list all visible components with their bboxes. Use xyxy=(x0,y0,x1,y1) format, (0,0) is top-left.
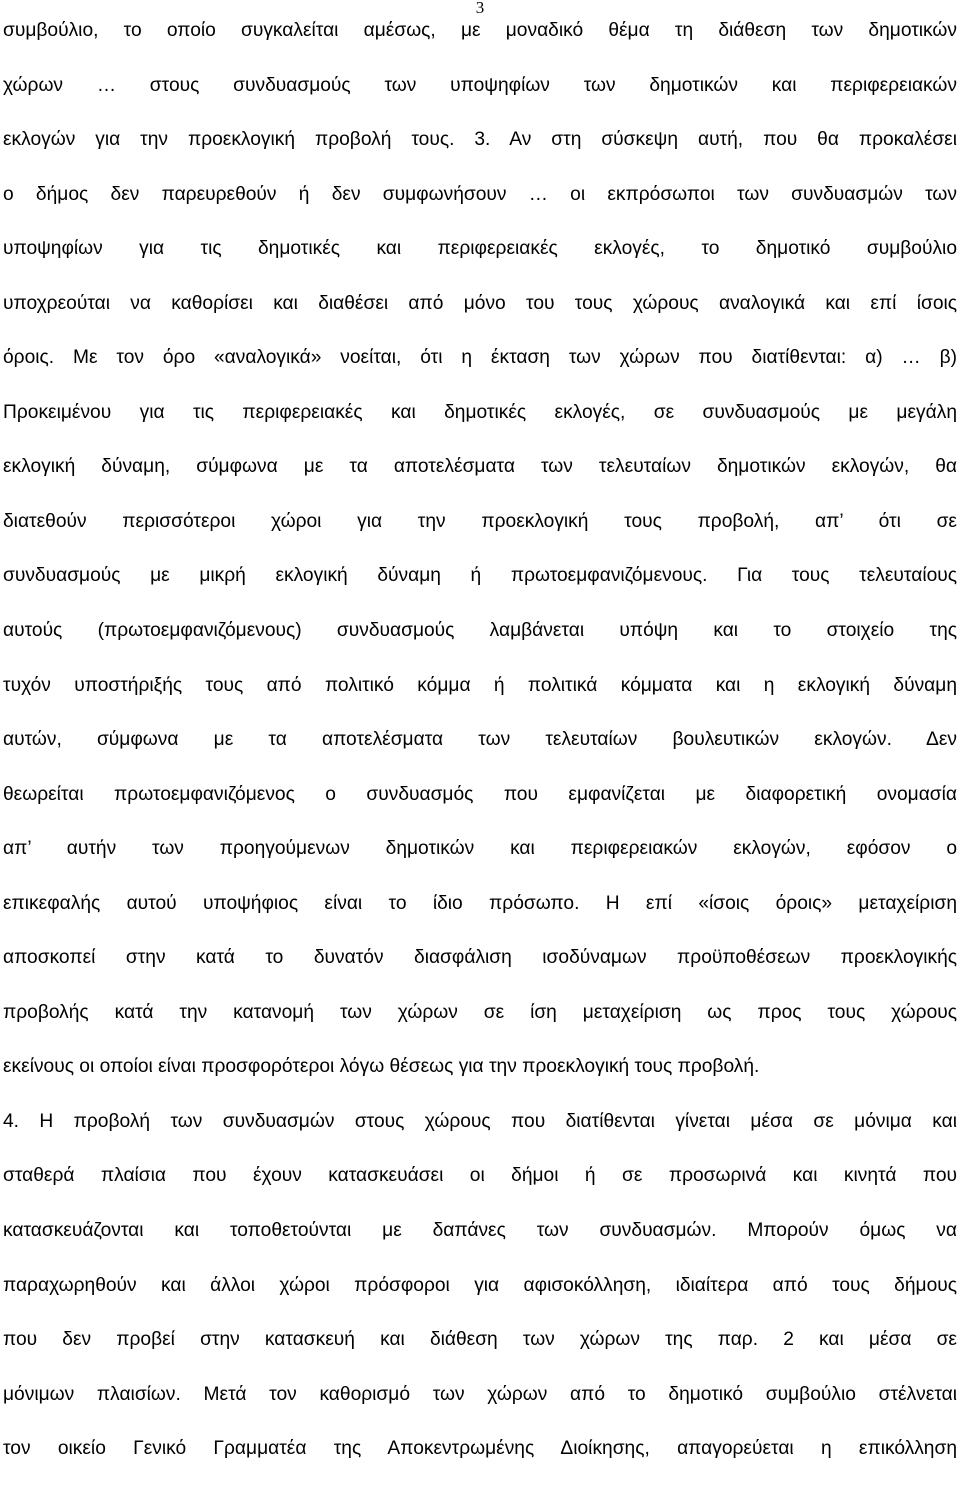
text-line: παραχωρηθούν και άλλοι χώροι πρόσφοροι για αφισοκόλληση, ιδιαίτερα από τους δήμους xyxy=(3,1274,957,1296)
text-line: επικεφαλής αυτού υποψήφιος είναι το ίδιο πρόσωπο. Η επί «ίσοις όροις» μεταχείριση xyxy=(3,892,957,914)
text-line: 4. Η προβολή των συνδυασμών στους χώρους που διατίθενται γίνεται μέσα σε μόνιμα και xyxy=(3,1110,957,1132)
text-line: τον οικείο Γενικό Γραμματέα της Αποκεντρωμένης Διοίκησης, απαγορεύεται η επικόλληση xyxy=(3,1438,957,1460)
text-line: εκλογών για την προεκλογική προβολή τους. 3. Αν στη σύσκεψη αυτή, που θα προκαλέσει xyxy=(3,129,957,151)
text-line: αποσκοπεί στην κατά το δυνατόν διασφάλιση ισοδύναμων προϋποθέσεων προεκλογικής xyxy=(3,947,957,969)
text-line: που δεν προβεί στην κατασκευή και διάθεση των χώρων της παρ. 2 και μέσα σε xyxy=(3,1329,957,1351)
text-line: προβολής κατά την κατανομή των χώρων σε ίση μεταχείριση ως προς τους χώρους xyxy=(3,1001,957,1023)
text-line: μόνιμων πλαισίων. Μετά τον καθορισμό των χώρων από το δημοτικό συμβούλιο στέλνεται xyxy=(3,1383,957,1405)
text-line: αυτούς (πρωτοεμφανιζόμενους) συνδυασμούς λαμβάνεται υπόψη και το στοιχείο της xyxy=(3,620,957,642)
text-line: σταθερά πλαίσια που έχουν κατασκευάσει οι δήμοι ή σε προσωρινά και κινητά που xyxy=(3,1165,957,1187)
text-line: υποχρεούται να καθορίσει και διαθέσει από μόνο του τους χώρους αναλογικά και επί ίσοις xyxy=(3,292,957,314)
text-line: διατεθούν περισσότεροι χώροι για την προεκλογική τους προβολή, απ’ ότι σε xyxy=(3,510,957,532)
text-line: εκείνους οι οποίοι είναι προσφορότεροι λόγω θέσεως για την προεκλογική τους προβολή. xyxy=(3,1056,760,1078)
text-line: Προκειμένου για τις περιφερειακές και δημοτικές εκλογές, σε συνδυασμούς με μεγάλη xyxy=(3,401,957,423)
text-line: υποψηφίων για τις δημοτικές και περιφερειακές εκλογές, το δημοτικό συμβούλιο xyxy=(3,238,957,260)
text-line: όροις. Με τον όρο «αναλογικά» νοείται, ότι η έκταση των χώρων που διατίθενται: α) … β) xyxy=(3,347,957,369)
text-line: εκλογική δύναμη, σύμφωνα με τα αποτελέσματα των τελευταίων δημοτικών εκλογών, θα xyxy=(3,456,957,478)
text-line: αυτών, σύμφωνα με τα αποτελέσματα των τελευταίων βουλευτικών εκλογών. Δεν xyxy=(3,729,957,751)
text-line: απ’ αυτήν των προηγούμενων δημοτικών και περιφερειακών εκλογών, εφόσον ο xyxy=(3,838,957,860)
text-line: ο δήμος δεν παρευρεθούν ή δεν συμφωνήσουν … οι εκπρόσωποι των συνδυασμών των xyxy=(3,183,957,205)
text-line: χώρων … στους συνδυασμούς των υποψηφίων των δημοτικών και περιφερειακών xyxy=(3,74,957,96)
text-line: κατασκευάζονται και τοποθετούνται με δαπάνες των συνδυασμών. Μπορούν όμως να xyxy=(3,1220,957,1242)
text-line: θεωρείται πρωτοεμφανιζόμενος ο συνδυασμός που εμφανίζεται με διαφορετική ονομασία xyxy=(3,783,957,805)
text-line: συνδυασμούς με μικρή εκλογική δύναμη ή πρωτοεμφανιζόμενους. Για τους τελευταίους xyxy=(3,565,957,587)
document-body xyxy=(3,16,957,1489)
page-number: 3 xyxy=(475,0,485,17)
text-line: συμβούλιο, το οποίο συγκαλείται αμέσως, με μοναδικό θέμα τη διάθεση των δημοτικών xyxy=(3,20,957,41)
text-line: τυχόν υποστήριξής τους από πολιτικό κόμμα ή πολιτικά κόμματα και η εκλογική δύναμη xyxy=(3,674,957,696)
